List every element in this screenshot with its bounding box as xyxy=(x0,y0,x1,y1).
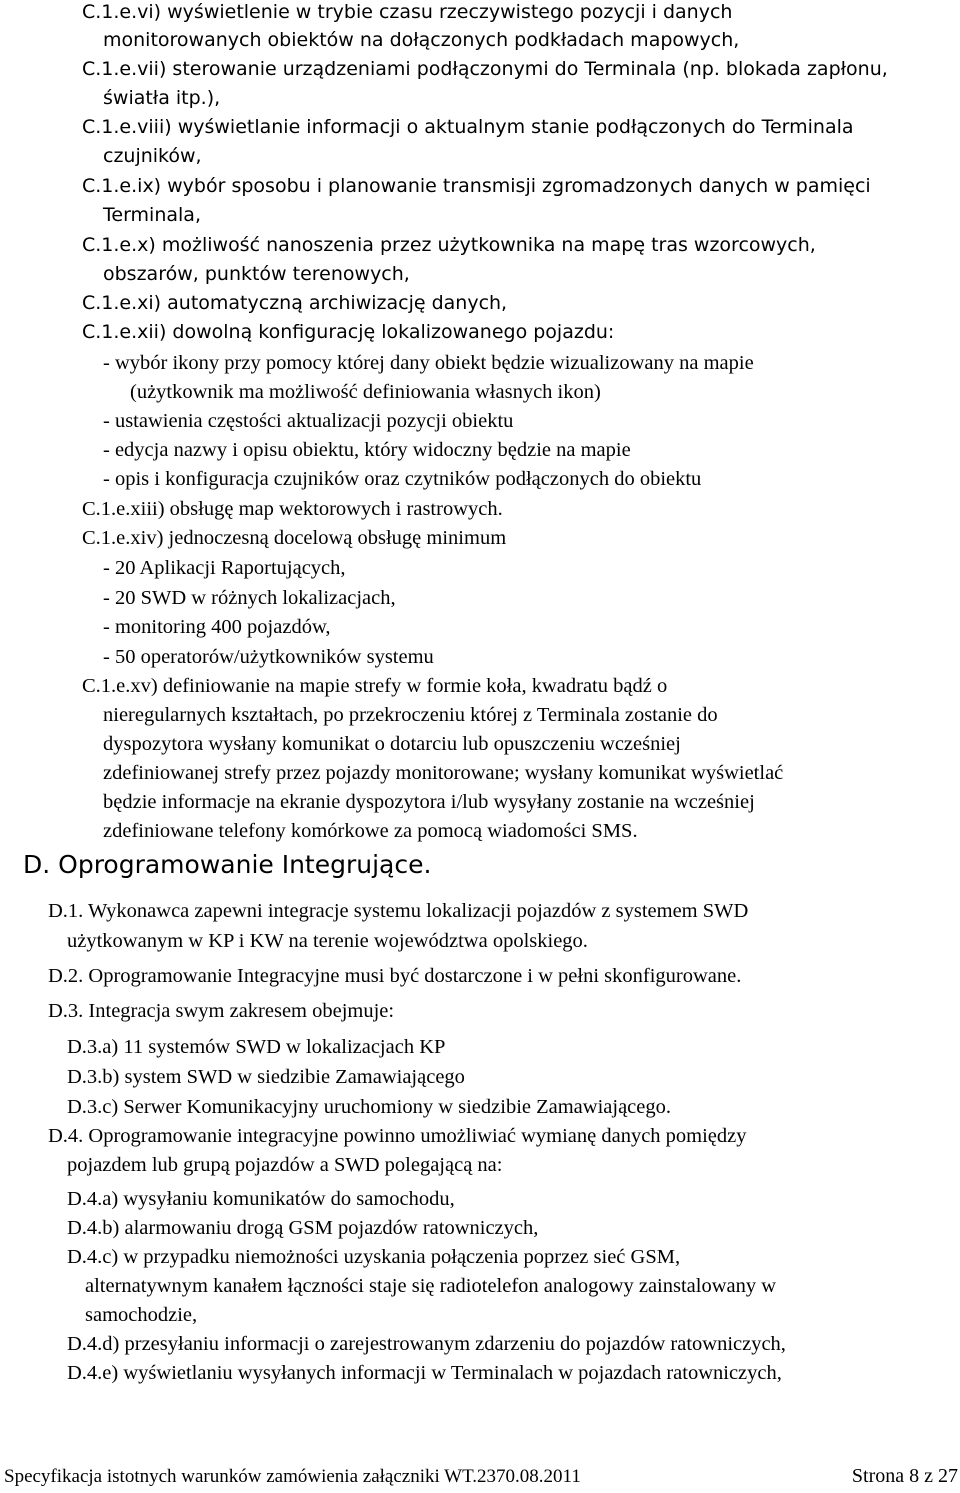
section-d-heading: D. Oprogramowanie Integrujące. xyxy=(23,850,432,879)
c1e-xv-line-6: zdefiniowane telefony komórkowe za pomocą wiadomości SMS. xyxy=(103,820,638,842)
c1e-xiv-line: C.1.e.xiv) jednoczesną docelową obsługę minimum xyxy=(82,527,507,549)
d4-line-2: pojazdem lub grupą pojazdów a SWD polegającą na: xyxy=(67,1154,503,1176)
d4a-line: D.4.a) wysyłaniu komunikatów do samochodu, xyxy=(67,1188,455,1210)
c1e-xv-line-1: C.1.e.xv) definiowanie na mapie strefy w formie koła, kwadratu bądź o xyxy=(82,675,668,697)
c1e-viii-line-2: czujników, xyxy=(103,145,202,167)
d4e-line: D.4.e) wyświetlaniu wysyłanych informacji w Terminalach w pojazdach ratowniczych, xyxy=(67,1362,782,1384)
c1e-vii-line-1: C.1.e.vii) sterowanie urządzeniami podłączonymi do Terminala (np. blokada zapłonu, xyxy=(82,58,888,80)
d4d-line: D.4.d) przesyłaniu informacji o zarejestrowanym zdarzeniu do pojazdów ratowniczych, xyxy=(67,1333,786,1355)
d4-line-1: D.4. Oprogramowanie integracyjne powinno umożliwiać wymianę danych pomiędzy xyxy=(48,1125,747,1147)
c1e-xv-line-3: dyspozytora wysłany komunikat o dotarciu lub opuszczeniu wcześniej xyxy=(103,733,681,755)
d4c-line-1: D.4.c) w przypadku niemożności uzyskania połączenia poprzez sieć GSM, xyxy=(67,1246,681,1268)
c1e-xiv-bullet-3: - monitoring 400 pojazdów, xyxy=(103,616,331,638)
c1e-viii-line-1: C.1.e.viii) wyświetlanie informacji o aktualnym stanie podłączonych do Terminala xyxy=(82,116,854,138)
c1e-ix-line-2: Terminala, xyxy=(103,204,201,226)
c1e-xii-bullet-1-line-2: (użytkownik ma możliwość definiowania własnych ikon) xyxy=(130,381,601,403)
d3-line: D.3. Integracja swym zakresem obejmuje: xyxy=(48,1000,395,1022)
c1e-xv-line-4: zdefiniowanej strefy przez pojazdy monitorowane; wysłany komunikat wyświetlać xyxy=(103,762,784,784)
d3b-line: D.3.b) system SWD w siedzibie Zamawiającego xyxy=(67,1066,465,1088)
page-number: Strona 8 z 27 xyxy=(851,1465,958,1487)
footer-document-title: Specyfikacja istotnych warunków zamówienia załączniki WT.2370.08.2011 xyxy=(4,1466,581,1487)
d2-line: D.2. Oprogramowanie Integracyjne musi być dostarczone i w pełni skonfigurowane. xyxy=(48,965,742,987)
d4b-line: D.4.b) alarmowaniu drogą GSM pojazdów ratowniczych, xyxy=(67,1217,539,1239)
c1e-xv-line-2: nieregularnych kształtach, po przekroczeniu której z Terminala zostanie do xyxy=(103,704,718,726)
d4c-line-2: alternatywnym kanałem łączności staje się radiotelefon analogowy zainstalowany w xyxy=(85,1275,777,1297)
d1-line-2: użytkowanym w KP i KW na terenie województwa opolskiego. xyxy=(67,930,588,952)
d4c-line-3: samochodzie, xyxy=(85,1304,198,1326)
c1e-x-line-2: obszarów, punktów terenowych, xyxy=(103,263,410,285)
c1e-xii-bullet-3: - edycja nazwy i opisu obiektu, który widoczny będzie na mapie xyxy=(103,439,631,461)
c1e-vi-line-1: C.1.e.vi) wyświetlenie w trybie czasu rzeczywistego pozycji i danych xyxy=(82,1,733,23)
d1-line-1: D.1. Wykonawca zapewni integracje systemu lokalizacji pojazdów z systemem SWD xyxy=(48,900,749,922)
c1e-xiii-line: C.1.e.xiii) obsługę map wektorowych i rastrowych. xyxy=(82,498,503,520)
d3a-line: D.3.a) 11 systemów SWD w lokalizacjach KP xyxy=(67,1036,446,1058)
c1e-xiv-bullet-1: - 20 Aplikacji Raportujących, xyxy=(103,557,346,579)
c1e-xi-line: C.1.e.xi) automatyczną archiwizację danych, xyxy=(82,292,508,314)
c1e-vi-line-2: monitorowanych obiektów na dołączonych podkładach mapowych, xyxy=(103,29,740,51)
c1e-xv-line-5: będzie informacje na ekranie dyspozytora i/lub wysyłany zostanie na wcześniej xyxy=(103,791,755,813)
c1e-xiv-bullet-2: - 20 SWD w różnych lokalizacjach, xyxy=(103,587,396,609)
c1e-xii-line: C.1.e.xii) dowolną konfigurację lokalizowanego pojazdu: xyxy=(82,321,615,343)
c1e-xii-bullet-4: - opis i konfiguracja czujników oraz czytników podłączonych do obiektu xyxy=(103,468,702,490)
c1e-x-line-1: C.1.e.x) możliwość nanoszenia przez użytkownika na mapę tras wzorcowych, xyxy=(82,234,816,256)
c1e-xii-bullet-1-line-1: - wybór ikony przy pomocy której dany obiekt będzie wizualizowany na mapie xyxy=(103,352,754,374)
c1e-xiv-bullet-4: - 50 operatorów/użytkowników systemu xyxy=(103,646,434,668)
c1e-vii-line-2: światła itp.), xyxy=(103,87,221,109)
d3c-line: D.3.c) Serwer Komunikacyjny uruchomiony w siedzibie Zamawiającego. xyxy=(67,1096,671,1118)
c1e-ix-line-1: C.1.e.ix) wybór sposobu i planowanie transmisji zgromadzonych danych w pamięci xyxy=(82,175,871,197)
c1e-xii-bullet-2: - ustawienia częstości aktualizacji pozycji obiektu xyxy=(103,410,514,432)
